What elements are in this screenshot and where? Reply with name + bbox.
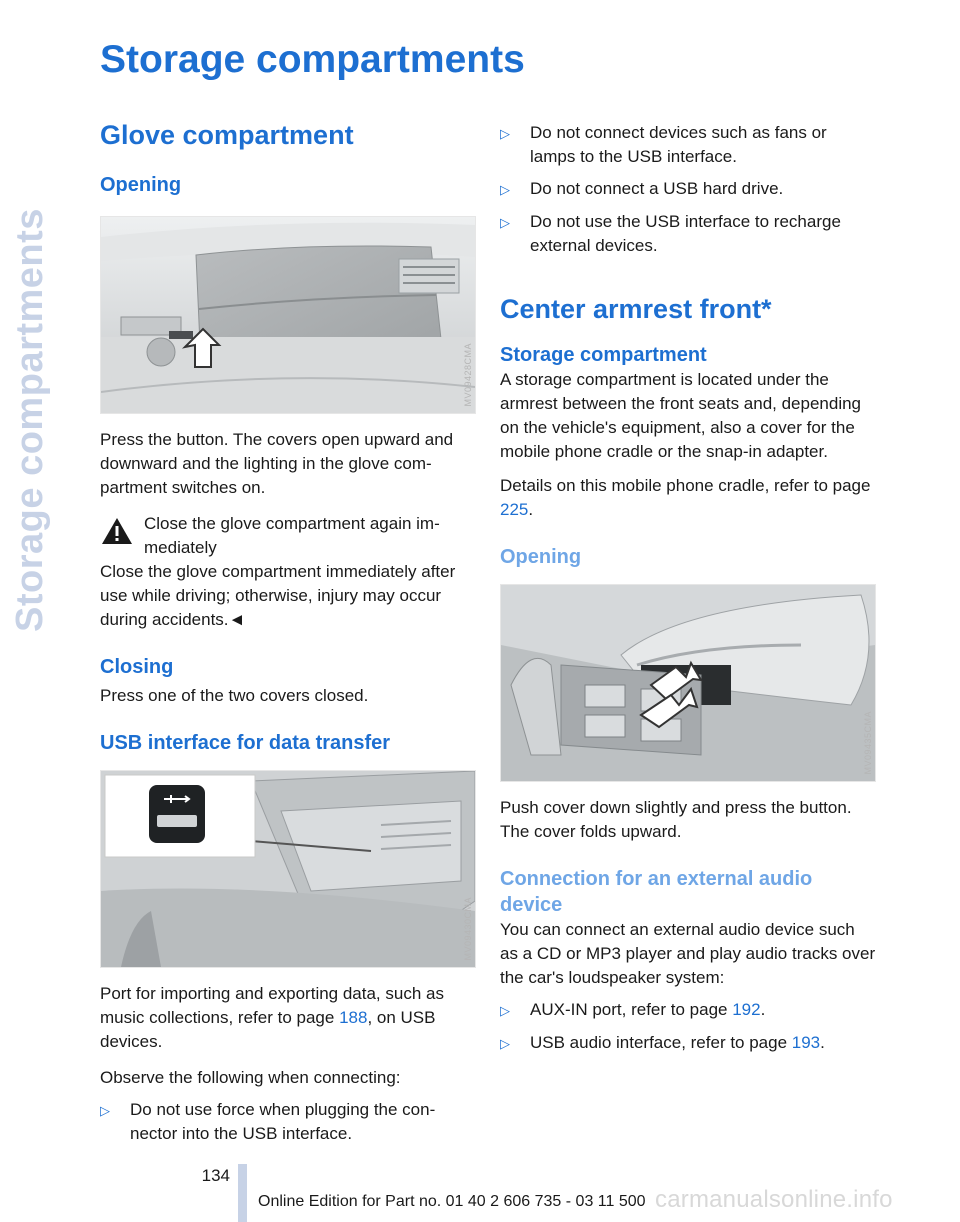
opening-heading: Opening — [100, 174, 182, 196]
usb-description: Port for importing and exporting data, such as music collections, refer to page 188, on USB devices. — [100, 984, 444, 1051]
opening-heading: Opening — [500, 546, 582, 568]
warning-text: Close the glove compartment immediately after use while driving; otherwise, injury may occur during accidents.◄ — [100, 562, 456, 629]
page-link-193[interactable]: 193 — [791, 1033, 821, 1052]
details-text: Details on this mobile phone cradle, refer to page 225. — [500, 476, 871, 519]
sidebar-section-title: Storage compartments — [9, 208, 51, 632]
list-item: ▷ Do not use the USB interface to recharge external devices. — [500, 210, 876, 258]
usb-port-illustration — [101, 771, 475, 967]
page-title: Storage compartments — [100, 38, 525, 81]
armrest-illustration — [501, 585, 875, 781]
figure-code: MV09430CMA — [463, 897, 473, 961]
center-armrest-heading: Center armrest front* — [500, 294, 772, 324]
bullet-triangle-icon: ▷ — [100, 1103, 110, 1118]
page-link-192[interactable]: 192 — [732, 1000, 761, 1019]
closing-text: Press one of the two covers closed. — [100, 686, 369, 705]
bullet-triangle-icon: ▷ — [500, 126, 510, 141]
list-item: ▷ AUX-IN port, refer to page 192. — [500, 998, 876, 1023]
page-link-188[interactable]: 188 — [339, 1008, 368, 1027]
glove-box-figure — [100, 216, 476, 414]
online-edition-text: Online Edition for Part no. 01 40 2 606 735 - 03 11 500 — [258, 1193, 646, 1210]
footer-bar — [238, 1164, 247, 1222]
glove-box-illustration — [101, 217, 475, 413]
warning-block — [100, 512, 476, 560]
connection-heading: Connection for an external audio device — [500, 868, 813, 916]
list-item: ▷ Do not connect devices such as fans or lamps to the USB interface. — [500, 121, 876, 169]
bullet-triangle-icon: ▷ — [500, 215, 510, 230]
list-item: ▷ Do not use force when plugging the con-nector into the USB interface. — [100, 1098, 476, 1146]
page-link-225[interactable]: 225 — [500, 500, 529, 519]
left-column — [100, 118, 476, 1146]
list-item: ▷ USB audio interface, refer to page 193. — [500, 1031, 876, 1056]
warning-title: Close the glove compartment again im-mediately — [144, 514, 440, 557]
right-column — [500, 121, 876, 1056]
connection-text: You can connect an external audio device such as a CD or MP3 player and play audio tracks over the car's loudspeaker system: — [500, 920, 876, 987]
storage-compartment-heading: Storage compartment — [500, 344, 707, 366]
push-cover-text: Push cover down slightly and press the button. The cover folds upward. — [500, 798, 852, 841]
bullet-triangle-icon: ▷ — [500, 1036, 510, 1051]
bullet-triangle-icon: ▷ — [500, 1003, 510, 1018]
storage-text: A storage compartment is located under the armrest between the front seats and, depending on the vehicle's equipment, also a cover for the mobile phone cradle or the snap-in adapter. — [500, 370, 862, 461]
usb-port-figure — [100, 770, 476, 968]
list-item: ▷ Do not connect a USB hard drive. — [500, 177, 876, 202]
bullet-triangle-icon: ▷ — [500, 182, 510, 197]
figure-code: MV09428CMA — [463, 343, 473, 407]
armrest-figure — [500, 584, 876, 782]
glove-compartment-heading: Glove compartment — [100, 120, 354, 150]
opening-text: Press the button. The covers open upward and downward and the lighting in the glove com-partment switches on. — [100, 430, 454, 497]
usb-heading: USB interface for data transfer — [100, 732, 391, 754]
figure-code: MV09435CMA — [863, 711, 873, 775]
closing-heading: Closing — [100, 656, 174, 678]
observe-text: Observe the following when connecting: — [100, 1068, 401, 1087]
watermark: carmanualsonline.info — [655, 1186, 893, 1213]
warning-icon — [100, 512, 144, 560]
page-number: 134 — [201, 1166, 230, 1185]
